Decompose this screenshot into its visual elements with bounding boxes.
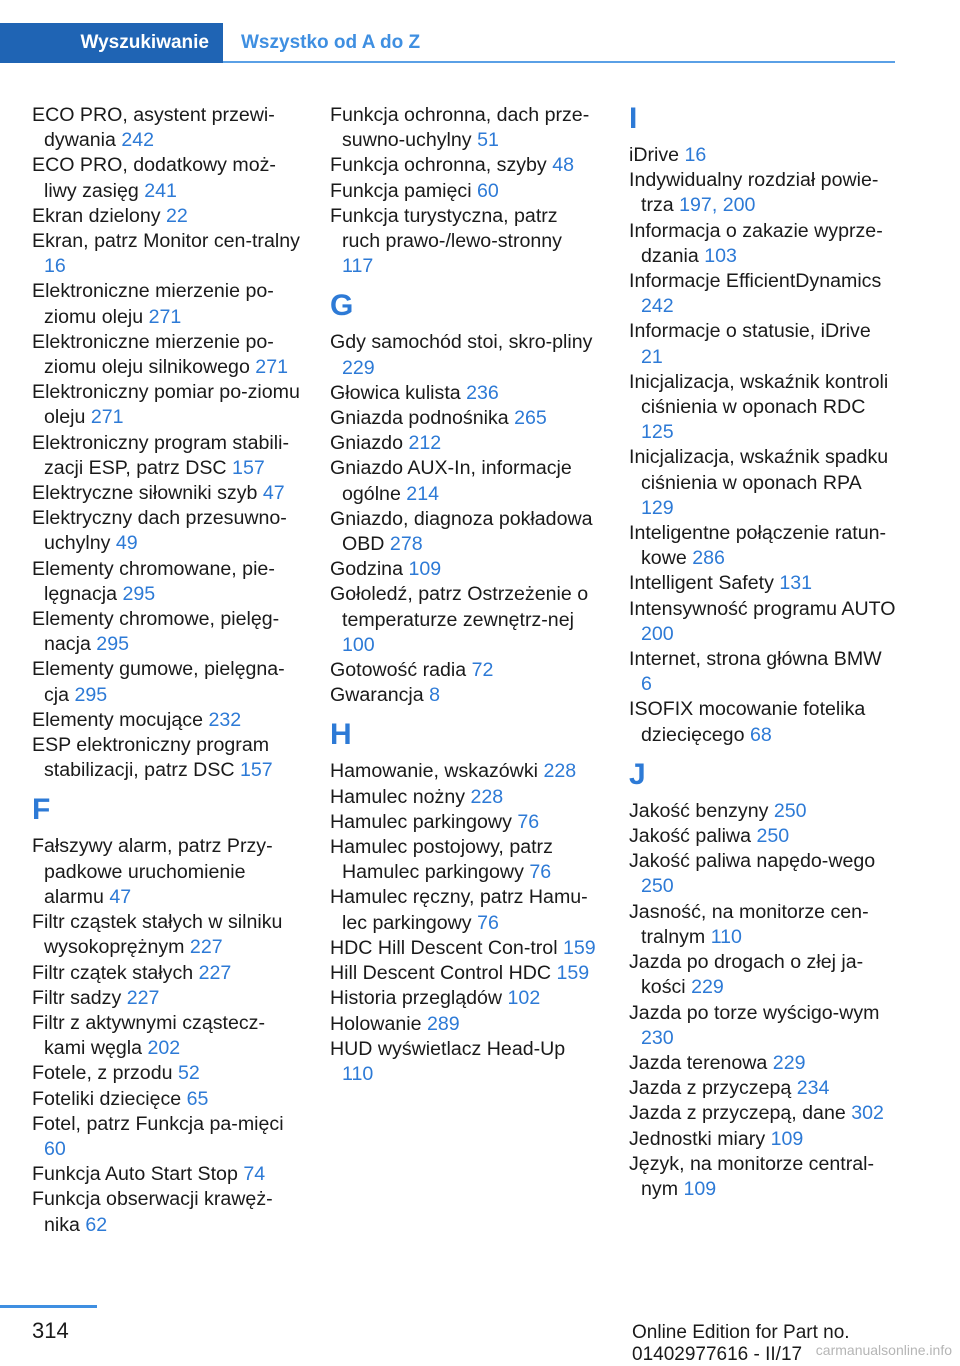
page-reference-link[interactable]: 271 <box>90 406 124 429</box>
entry-term: Informacje EfficientDynamics <box>629 270 882 293</box>
index-entry <box>330 507 598 557</box>
page-reference-link[interactable]: 129 <box>641 496 674 519</box>
index-entry <box>330 986 598 1011</box>
entry-term: Funkcja turystyczna, patrz ruch prawo-/lewo-stronny <box>330 204 562 253</box>
page-reference-link[interactable]: 229 <box>342 356 375 379</box>
entry-term: Hamulec postojowy, patrz Hamulec parkingowy <box>330 836 553 884</box>
entry-term: Jasność, na monitorze cen-tralnym <box>629 900 869 948</box>
index-entry <box>32 229 300 279</box>
entry-term: Gdy samochód stoi, skro-pliny <box>330 331 593 354</box>
tab-a-to-z[interactable]: Wszystko od A do Z <box>241 32 421 53</box>
entry-term: Jakość paliwa <box>629 825 751 848</box>
entry-term: HDC Hill Descent Con-trol <box>330 936 558 959</box>
page-reference-link[interactable]: 48 <box>552 154 574 177</box>
entry-term: Elektryczny dach przesuwno-uchylny <box>32 507 287 555</box>
index-entry <box>629 1101 897 1126</box>
page-reference-link[interactable]: 16 <box>44 255 66 278</box>
entry-term: Jazda terenowa <box>629 1051 768 1074</box>
watermark: carmanualsonline.info <box>815 1342 952 1358</box>
entry-term: Inteligentne połączenie ratun-kowe <box>629 522 887 570</box>
page-reference-link[interactable]: 200 <box>641 622 674 645</box>
entry-term: Gwarancja <box>330 684 424 707</box>
page-reference-link[interactable]: 52 <box>177 1062 200 1085</box>
page-reference-link[interactable]: 271 <box>255 356 288 379</box>
index-entry <box>32 961 300 986</box>
index-entry <box>330 456 598 506</box>
index-entry <box>629 1076 897 1101</box>
index-entry <box>32 330 300 380</box>
page-reference-link[interactable]: 65 <box>186 1087 209 1110</box>
entry-term: Filtr cząstek stałych w silniku wysokoprężnym <box>32 911 283 959</box>
index-entry <box>330 582 598 658</box>
entry-term: Elektroniczne mierzenie po-ziomu oleju <box>32 280 274 328</box>
page-reference-link[interactable]: 49 <box>115 532 138 555</box>
entry-term: ISOFIX mocowanie fotelika dziecięcego <box>629 698 866 746</box>
page-reference-link[interactable]: 228 <box>543 760 577 783</box>
index-entry <box>32 708 300 733</box>
index-entry <box>330 406 598 431</box>
entry-term: Elementy gumowe, pielęgna-cja <box>32 658 285 706</box>
page-reference-link[interactable]: 21 <box>641 345 663 368</box>
index-entry <box>629 370 897 446</box>
page-reference-link[interactable]: 74 <box>243 1163 266 1186</box>
page-reference-link[interactable]: 76 <box>517 810 540 833</box>
index-entry <box>330 658 598 683</box>
page-reference-link[interactable]: 278 <box>389 533 423 556</box>
index-entry <box>32 279 300 329</box>
page-reference-link[interactable]: 8 <box>429 684 441 707</box>
page-reference-link[interactable]: 232 <box>208 708 242 731</box>
page-reference-link[interactable]: 68 <box>749 723 772 746</box>
page-reference-link[interactable]: 109 <box>683 1177 717 1200</box>
index-entry <box>629 824 897 849</box>
page-reference-link[interactable]: 131 <box>779 572 813 595</box>
index-entry <box>629 647 897 697</box>
index-entry <box>629 1051 897 1076</box>
index-entry <box>330 759 598 784</box>
index-entry <box>330 557 598 582</box>
index-entry <box>629 900 897 950</box>
entry-term: Elementy chromowane, pie-lęgnacja <box>32 557 275 605</box>
entry-term: Fałszywy alarm, patrz Przy-padkowe uruchomienie alarmu <box>32 835 273 908</box>
footer-divider <box>0 1305 97 1308</box>
index-entry <box>32 1087 300 1112</box>
entry-term: Funkcja Auto Start Stop <box>32 1163 238 1186</box>
index-entry <box>629 143 897 168</box>
index-entry <box>32 834 300 910</box>
page-reference-link[interactable]: 60 <box>44 1137 66 1160</box>
page-reference-link[interactable]: 250 <box>641 875 674 898</box>
entry-term: Elektroniczny program stabili-zacji ESP, patrz DSC <box>32 431 289 479</box>
entry-term: ECO PRO, asystent przewi-dywania <box>32 104 275 152</box>
index-entry <box>32 1011 300 1061</box>
index-entry <box>330 936 598 961</box>
entry-term: Funkcja ochronna, dach prze-suwno-uchylny <box>330 104 590 152</box>
page-reference-link[interactable]: 22 <box>165 204 188 227</box>
entry-term: Internet, strona główna BMW <box>629 648 882 671</box>
page-reference-link[interactable]: 227 <box>126 986 160 1009</box>
entry-term: Filtr z aktywnymi cząstecz-kami węgla <box>32 1011 265 1060</box>
entry-term: Gołoledź, patrz Ostrzeżenie o temperaturze zewnętrz-nej <box>330 583 589 631</box>
page-reference-link[interactable]: 271 <box>148 305 182 328</box>
entry-term: ESP elektroniczny program stabilizacji, patrz DSC <box>32 734 270 782</box>
page-reference-link[interactable]: 228 <box>470 785 504 808</box>
index-entry <box>32 557 300 607</box>
page-reference-link[interactable]: 230 <box>641 1026 674 1049</box>
index-entry <box>629 799 897 824</box>
page-reference-link[interactable]: 229 <box>691 976 724 999</box>
entry-term: iDrive <box>629 144 680 166</box>
index-entry <box>629 950 897 1000</box>
index-letter-heading: F <box>32 793 51 827</box>
page-reference-link[interactable]: 51 <box>477 129 499 152</box>
page-reference-link[interactable]: 214 <box>406 482 439 505</box>
index-entry <box>330 1037 598 1087</box>
page-reference-link[interactable]: 234 <box>796 1077 830 1100</box>
index-letter-heading: H <box>330 718 352 752</box>
page-reference-link[interactable]: 159 <box>563 936 596 959</box>
page-reference-link[interactable]: 202 <box>147 1037 181 1060</box>
index-entry <box>330 330 598 380</box>
index-entry <box>330 885 598 935</box>
entry-term: Hamulec nożny <box>330 785 466 808</box>
page-reference-link[interactable]: 159 <box>556 962 590 985</box>
page-reference-link[interactable]: 236 <box>466 381 499 404</box>
index-entry <box>629 1001 897 1051</box>
entry-term: Hamulec parkingowy <box>330 810 512 833</box>
index-entry <box>330 103 598 153</box>
index-entry <box>629 219 897 269</box>
page-reference-link[interactable]: 227 <box>198 961 232 984</box>
index-column-3 <box>629 103 897 1202</box>
page-reference-link[interactable]: 250 <box>756 825 790 848</box>
header-divider <box>223 61 895 63</box>
entry-term: Gniazdo, diagnoza pokładowa OBD <box>330 507 593 556</box>
index-entry <box>629 319 897 369</box>
page-reference-link[interactable]: 212 <box>408 432 442 455</box>
index-entry <box>330 204 598 280</box>
entry-term: Jazda z przyczepą, dane <box>629 1102 846 1125</box>
index-entry <box>32 153 300 203</box>
index-entry <box>629 1152 897 1202</box>
entry-term: Jakość paliwa napędo-wego <box>629 850 876 873</box>
page-reference-link[interactable]: 197, 200 <box>679 194 756 217</box>
page-reference-link[interactable]: 110 <box>710 925 742 948</box>
entry-term: Funkcja pamięci <box>330 179 472 202</box>
page-reference-link[interactable]: 250 <box>773 799 807 822</box>
entry-term: Ekran, patrz Monitor cen-tralny <box>32 230 300 253</box>
page-reference-link[interactable]: 241 <box>144 179 177 202</box>
entry-term: Jednostki miary <box>629 1127 766 1150</box>
page-reference-link[interactable]: 62 <box>85 1213 108 1236</box>
index-entry <box>629 445 897 521</box>
header-bar <box>0 23 895 63</box>
entry-term: Informacja o zakazie wyprze-dzania <box>629 219 883 267</box>
entry-term: Foteliki dziecięce <box>32 1087 182 1110</box>
index-entry <box>629 269 897 319</box>
index-entry <box>32 506 300 556</box>
page-reference-link[interactable]: 265 <box>514 407 547 430</box>
index-entry <box>629 521 897 571</box>
page-reference-link[interactable]: 227 <box>189 936 223 959</box>
index-entry <box>330 683 598 708</box>
entry-term: Elektroniczny pomiar po-ziomu oleju <box>32 381 300 429</box>
page-number: 314 <box>32 1318 69 1343</box>
index-entry <box>629 697 897 747</box>
page-reference-link[interactable]: 60 <box>477 179 499 202</box>
entry-term: ECO PRO, dodatkowy moż-liwy zasięg <box>32 154 276 202</box>
index-entry <box>330 1012 598 1037</box>
page-reference-link[interactable]: 295 <box>122 582 156 605</box>
page-reference-link[interactable]: 286 <box>692 547 725 570</box>
index-entry <box>330 381 598 406</box>
page-reference-link[interactable]: 100 <box>342 633 375 656</box>
entry-term: Hill Descent Control HDC <box>330 962 552 985</box>
index-entry <box>330 431 598 456</box>
entry-term: Indywidualny rozdział powie-trza <box>629 169 879 217</box>
entry-term: Filtr sadzy <box>32 986 122 1009</box>
index-entry <box>629 849 897 899</box>
page-reference-link[interactable]: 47 <box>109 885 132 908</box>
entry-term: Filtr czątek stałych <box>32 961 194 984</box>
edition-note: Online Edition for Part no. 01402977616 - II/17 <box>632 1322 850 1365</box>
page-reference-link[interactable]: 6 <box>641 673 652 696</box>
entry-term: Historia przeglądów <box>330 987 503 1010</box>
index-entry <box>629 1127 897 1152</box>
page-reference-link[interactable]: 72 <box>471 659 494 682</box>
entry-term: Ekran dzielony <box>32 204 161 227</box>
entry-term: Gniazdo AUX-In, informacje ogólne <box>330 457 572 505</box>
index-entry <box>32 910 300 960</box>
entry-term: Język, na monitorze central-nym <box>629 1152 875 1200</box>
index-entry <box>330 179 598 204</box>
index-entry <box>32 481 300 506</box>
entry-term: Elektroniczne mierzenie po-ziomu oleju silnikowego <box>32 330 274 379</box>
index-entry <box>330 961 598 986</box>
index-entry <box>32 1162 300 1187</box>
entry-term: Elektryczne siłowniki szyb <box>32 482 258 505</box>
entry-term: Głowica kulista <box>330 381 461 404</box>
page-reference-link[interactable]: 110 <box>342 1062 374 1085</box>
index-letter-heading: J <box>629 757 646 791</box>
page-reference-link[interactable]: 109 <box>770 1127 804 1150</box>
entry-term: Inicjalizacja, wskaźnik kontroli ciśnienia w oponach RDC <box>629 370 889 419</box>
page-reference-link[interactable]: 16 <box>684 144 707 166</box>
index-letter-heading: I <box>629 102 638 135</box>
entry-term: Jazda z przyczepą <box>629 1077 792 1100</box>
index-column-2 <box>330 103 598 1087</box>
entry-term: Jazda po torze wyścigo-wym <box>629 1001 880 1024</box>
page-reference-link[interactable]: 76 <box>477 911 499 934</box>
index-entry <box>32 204 300 229</box>
index-entry <box>330 810 598 835</box>
entry-term: Fotel, patrz Funkcja pa-mięci <box>32 1112 284 1135</box>
index-column-1 <box>32 103 300 1238</box>
entry-term: Gniazda podnośnika <box>330 407 509 430</box>
index-entry <box>32 986 300 1011</box>
page-reference-link[interactable]: 109 <box>408 558 442 581</box>
index-entry <box>32 1061 300 1086</box>
entry-term: Jazda po drogach o złej ja-kości <box>629 951 864 999</box>
page-reference-link[interactable]: 295 <box>74 683 108 706</box>
page-reference-link[interactable]: 302 <box>851 1102 884 1125</box>
index-letter-heading: G <box>330 289 354 323</box>
entry-term: Jakość benzyny <box>629 799 769 822</box>
page-reference-link[interactable]: 103 <box>704 244 737 267</box>
entry-term: Intelligent Safety <box>629 572 774 595</box>
index-entry <box>330 785 598 810</box>
entry-term: Gniazdo <box>330 432 403 455</box>
index-entry <box>32 380 300 430</box>
entry-term: Holowanie <box>330 1012 422 1035</box>
index-entry <box>330 835 598 885</box>
entry-term: Intensywność programu AUTO <box>629 597 896 620</box>
entry-term: Funkcja ochronna, szyby <box>330 154 547 177</box>
index-entry <box>32 1112 300 1162</box>
index-entry <box>629 168 897 218</box>
entry-term: Godzina <box>330 558 403 581</box>
tab-search[interactable]: Wyszukiwanie <box>0 23 223 63</box>
page-reference-link[interactable]: 157 <box>232 456 265 479</box>
page-reference-link[interactable]: 125 <box>641 421 674 444</box>
entry-term: Informacje o statusie, iDrive <box>629 320 871 343</box>
entry-term: Fotele, z przodu <box>32 1062 173 1085</box>
page-reference-link[interactable]: 289 <box>426 1012 460 1035</box>
entry-term: Elementy chromowe, pielęg-nacja <box>32 608 280 656</box>
entry-term: Inicjalizacja, wskaźnik spadku ciśnienia w oponach RPA <box>629 446 889 494</box>
entry-term: Hamowanie, wskazówki <box>330 760 538 783</box>
page-reference-link[interactable]: 242 <box>641 295 674 318</box>
index-entry <box>32 1187 300 1237</box>
page-reference-link[interactable]: 117 <box>342 255 374 278</box>
index-entry <box>32 657 300 707</box>
entry-term: Gotowość radia <box>330 659 467 682</box>
index-entry <box>629 571 897 596</box>
page-reference-link[interactable]: 295 <box>96 633 129 656</box>
entry-term: Hamulec ręczny, patrz Hamu-lec parkingowy <box>330 886 588 934</box>
entry-term: Funkcja obserwacji krawęż-nika <box>32 1188 273 1236</box>
index-entry <box>32 607 300 657</box>
index-entry <box>330 153 598 178</box>
index-entry <box>32 431 300 481</box>
entry-term: Elementy mocujące <box>32 708 203 731</box>
page-reference-link[interactable]: 102 <box>507 987 541 1010</box>
index-entry <box>629 597 897 647</box>
index-entry <box>32 103 300 153</box>
page-reference-link[interactable]: 242 <box>121 129 155 152</box>
page-reference-link[interactable]: 157 <box>240 759 273 782</box>
index-entry <box>32 733 300 783</box>
page-reference-link[interactable]: 76 <box>529 861 552 884</box>
page-reference-link[interactable]: 47 <box>262 482 285 505</box>
page-reference-link[interactable]: 229 <box>772 1051 806 1074</box>
entry-term: HUD wyświetlacz Head-Up <box>330 1037 566 1060</box>
